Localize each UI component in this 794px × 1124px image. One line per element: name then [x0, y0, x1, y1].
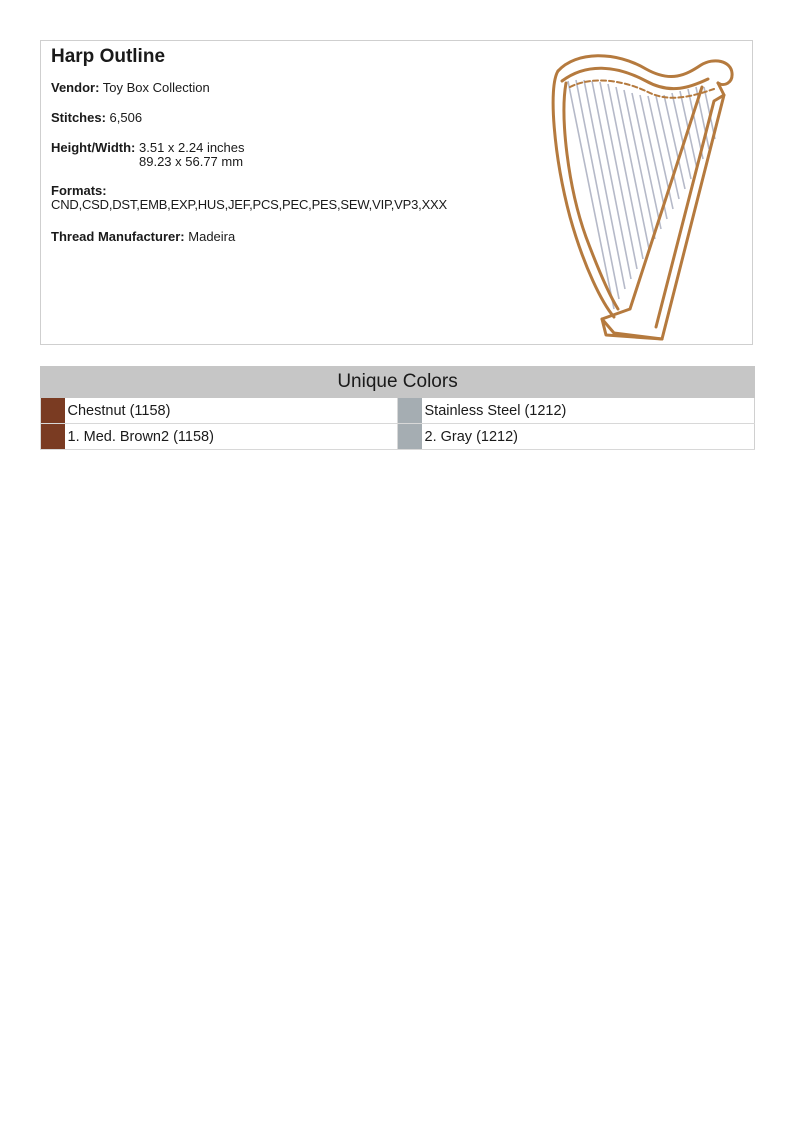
stitches-row — [51, 111, 142, 125]
color-name: Stainless Steel (1212) — [422, 398, 755, 424]
vendor-value: Toy Box Collection — [102, 80, 210, 95]
color-swatch — [41, 398, 65, 424]
height-width-value — [139, 141, 245, 169]
thread-row — [51, 230, 235, 244]
design-info-box — [40, 40, 753, 345]
thread-label: Thread Manufacturer: — [51, 229, 185, 244]
height-width-inches: 3.51 x 2.24 inches — [139, 140, 245, 155]
color-row — [41, 424, 755, 450]
height-width-mm: 89.23 x 56.77 mm — [139, 154, 244, 169]
formats-row — [51, 184, 447, 212]
height-width-row — [51, 141, 245, 169]
design-title: Harp Outline — [51, 46, 166, 67]
stitches-label: Stitches: — [51, 110, 106, 125]
stitches-value: 6,506 — [109, 110, 143, 125]
color-swatch — [41, 424, 65, 450]
unique-colors-header: Unique Colors — [41, 367, 755, 398]
unique-colors-table — [40, 366, 755, 450]
formats-label: Formats: — [51, 183, 107, 198]
harp-image — [546, 47, 746, 341]
color-row — [41, 398, 755, 424]
color-name: Chestnut (1158) — [65, 398, 398, 424]
color-name: 1. Med. Brown2 (1158) — [65, 424, 398, 450]
thread-value: Madeira — [188, 229, 236, 244]
vendor-label: Vendor: — [51, 80, 100, 95]
formats-value: CND,CSD,DST,EMB,EXP,HUS,JEF,PCS,PEC,PES,SEW,VIP,VP3,XXX — [51, 197, 447, 212]
color-swatch — [398, 398, 422, 424]
color-swatch — [398, 424, 422, 450]
height-width-label: Height/Width: — [51, 140, 136, 155]
vendor-row — [51, 81, 210, 95]
color-name: 2. Gray (1212) — [422, 424, 755, 450]
